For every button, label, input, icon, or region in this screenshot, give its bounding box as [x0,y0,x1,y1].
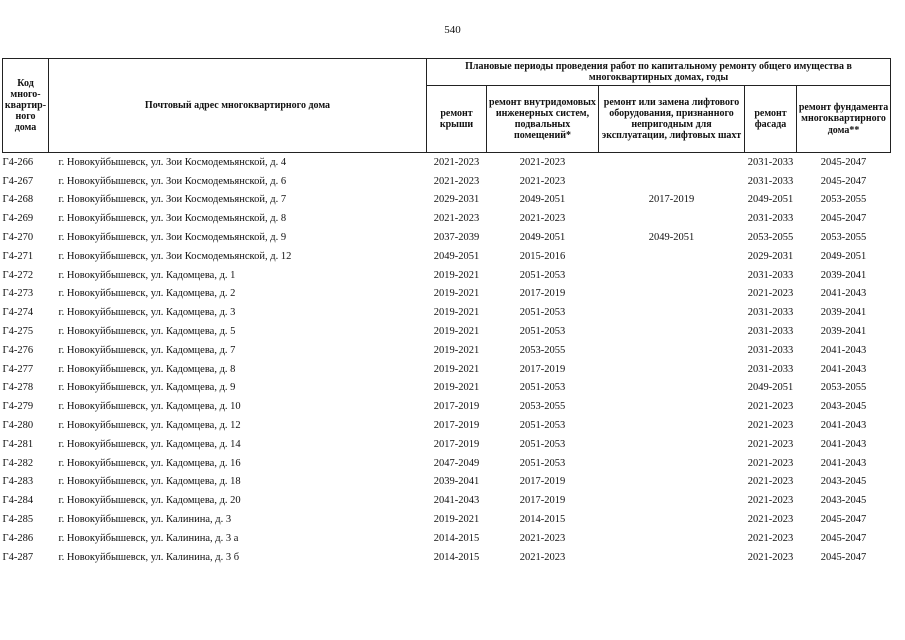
facade-period-cell: 2049-2051 [747,194,794,206]
foundation-period-cell: 2045-2047 [820,156,867,168]
address-cell: г. Новокуйбышевск, ул. Кадомцева, д. 3 [58,307,236,319]
elevator-period-cell [599,416,745,435]
table-row [3,247,891,266]
foundation-period-cell: 2041-2043 [820,457,867,469]
internal-period-cell: 2021-2023 [519,532,566,544]
foundation-period-cell: 2049-2051 [820,250,867,262]
facade-period-cell: 2021-2023 [747,401,794,413]
roof-period-cell: 2017-2019 [433,438,480,450]
code-cell: Г4-271 [2,250,34,262]
table-row [3,435,891,454]
header-facade-repair: ремонт фасада [745,86,797,153]
facade-period-cell: 2031-2033 [747,326,794,338]
foundation-period-cell: 2041-2043 [820,363,867,375]
foundation-period-cell: 2043-2045 [820,476,867,488]
internal-period-cell: 2021-2023 [519,156,566,168]
facade-period-cell: 2049-2051 [747,382,794,394]
code-cell: Г4-275 [2,326,34,338]
code-cell: Г4-285 [2,514,34,526]
foundation-period-cell: 2039-2041 [820,269,867,281]
elevator-period-cell [599,379,745,398]
roof-period-cell: 2019-2021 [433,307,480,319]
elevator-period-cell [599,209,745,228]
table-row [3,397,891,416]
code-cell: Г4-276 [2,344,34,356]
table-row [3,191,891,210]
elevator-period-cell [599,360,745,379]
address-cell: г. Новокуйбышевск, ул. Кадомцева, д. 7 [58,344,236,356]
code-cell: Г4-269 [2,213,34,225]
facade-period-cell: 2031-2033 [747,344,794,356]
address-cell: г. Новокуйбышевск, ул. Калинина, д. 3 [58,514,232,526]
address-cell: г. Новокуйбышевск, ул. Зои Космодемьянской, д. 9 [58,232,287,244]
capital-repair-table [2,58,891,567]
table-row [3,379,891,398]
page-number: 540 [444,24,461,36]
header-work-periods: Плановые периоды проведения работ по капитальному ремонту общего имущества в многоквартирных домах, годы [427,59,891,86]
address-cell: г. Новокуйбышевск, ул. Кадомцева, д. 8 [58,363,236,375]
code-cell: Г4-277 [2,363,34,375]
elevator-period-cell [599,510,745,529]
roof-period-cell: 2021-2023 [433,156,480,168]
roof-period-cell: 2014-2015 [433,551,480,563]
roof-period-cell: 2049-2051 [433,250,480,262]
header-code: Код много-квартир-ного дома [3,59,49,153]
facade-period-cell: 2029-2031 [747,250,794,262]
foundation-period-cell: 2043-2045 [820,401,867,413]
table-row [3,454,891,473]
facade-period-cell: 2021-2023 [747,420,794,432]
elevator-period-cell [599,172,745,191]
elevator-period-cell [599,303,745,322]
foundation-period-cell: 2039-2041 [820,326,867,338]
address-cell: г. Новокуйбышевск, ул. Зои Космодемьянской, д. 12 [58,250,292,262]
roof-period-cell: 2017-2019 [433,401,480,413]
address-cell: г. Новокуйбышевск, ул. Кадомцева, д. 1 [58,269,236,281]
roof-period-cell: 2017-2019 [433,420,480,432]
table-row [3,266,891,285]
code-cell: Г4-273 [2,288,34,300]
address-cell: г. Новокуйбышевск, ул. Зои Космодемьянской, д. 7 [58,194,287,206]
table-row [3,172,891,191]
foundation-period-cell: 2041-2043 [820,288,867,300]
elevator-period-cell [599,285,745,304]
internal-period-cell: 2021-2023 [519,551,566,563]
table-body [3,153,891,567]
elevator-period-cell [599,529,745,548]
address-cell: г. Новокуйбышевск, ул. Кадомцева, д. 14 [58,438,241,450]
internal-period-cell: 2049-2051 [519,194,566,206]
address-cell: г. Новокуйбышевск, ул. Зои Космодемьянской, д. 8 [58,213,287,225]
roof-period-cell: 2019-2021 [433,514,480,526]
facade-period-cell: 2031-2033 [747,213,794,225]
header-address: Почтовый адрес многоквартирного дома [49,59,427,153]
roof-period-cell: 2019-2021 [433,269,480,281]
code-cell: Г4-267 [2,175,34,187]
code-cell: Г4-266 [2,156,34,168]
internal-period-cell: 2017-2019 [519,288,566,300]
table-row [3,473,891,492]
table-row [3,416,891,435]
elevator-period-cell [599,266,745,285]
address-cell: г. Новокуйбышевск, ул. Кадомцева, д. 18 [58,476,241,488]
internal-period-cell: 2053-2055 [519,401,566,413]
internal-period-cell: 2049-2051 [519,232,566,244]
code-cell: Г4-286 [2,532,34,544]
foundation-period-cell: 2045-2047 [820,213,867,225]
internal-period-cell: 2051-2053 [519,326,566,338]
elevator-period-cell [599,454,745,473]
table-row [3,303,891,322]
internal-period-cell: 2017-2019 [519,495,566,507]
facade-period-cell: 2031-2033 [747,307,794,319]
code-cell: Г4-280 [2,420,34,432]
elevator-period-cell [599,397,745,416]
address-cell: г. Новокуйбышевск, ул. Кадомцева, д. 5 [58,326,236,338]
address-cell: г. Новокуйбышевск, ул. Зои Космодемьянской, д. 4 [58,156,287,168]
facade-period-cell: 2053-2055 [747,232,794,244]
code-cell: Г4-281 [2,438,34,450]
internal-period-cell: 2051-2053 [519,420,566,432]
foundation-period-cell: 2043-2045 [820,495,867,507]
facade-period-cell: 2031-2033 [747,363,794,375]
header-roof-repair: ремонт крыши [427,86,487,153]
facade-period-cell: 2021-2023 [747,532,794,544]
facade-period-cell: 2031-2033 [747,156,794,168]
table-row [3,491,891,510]
internal-period-cell: 2051-2053 [519,307,566,319]
header-elevator-repair: ремонт или замена лифтового оборудования, признанного непригодным для эксплуатации, лифтовых шахт [599,86,745,153]
roof-period-cell: 2021-2023 [433,175,480,187]
roof-period-cell: 2014-2015 [433,532,480,544]
facade-period-cell: 2021-2023 [747,495,794,507]
address-cell: г. Новокуйбышевск, ул. Кадомцева, д. 20 [58,495,241,507]
internal-period-cell: 2017-2019 [519,476,566,488]
internal-period-cell: 2051-2053 [519,457,566,469]
address-cell: г. Новокуйбышевск, ул. Зои Космодемьянской, д. 6 [58,175,287,187]
elevator-period-cell: 2049-2051 [648,232,695,244]
table-row [3,510,891,529]
roof-period-cell: 2029-2031 [433,194,480,206]
table-row [3,529,891,548]
address-cell: г. Новокуйбышевск, ул. Кадомцева, д. 16 [58,457,241,469]
elevator-period-cell: 2017-2019 [648,194,695,206]
facade-period-cell: 2021-2023 [747,438,794,450]
code-cell: Г4-283 [2,476,34,488]
elevator-period-cell [599,435,745,454]
facade-period-cell: 2021-2023 [747,457,794,469]
elevator-period-cell [599,153,745,172]
code-cell: Г4-272 [2,269,34,281]
internal-period-cell: 2021-2023 [519,213,566,225]
table-row [3,285,891,304]
facade-period-cell: 2021-2023 [747,551,794,563]
table-row [3,360,891,379]
foundation-period-cell: 2045-2047 [820,175,867,187]
internal-period-cell: 2014-2015 [519,514,566,526]
internal-period-cell: 2021-2023 [519,175,566,187]
roof-period-cell: 2047-2049 [433,457,480,469]
table-row [3,209,891,228]
roof-period-cell: 2019-2021 [433,344,480,356]
facade-period-cell: 2031-2033 [747,175,794,187]
foundation-period-cell: 2053-2055 [820,232,867,244]
facade-period-cell: 2021-2023 [747,514,794,526]
table-row [3,153,891,172]
internal-period-cell: 2015-2016 [519,250,566,262]
header-internal-systems-repair: ремонт внутридомовых инженерных систем, подвальных помещений* [487,86,599,153]
elevator-period-cell [599,548,745,567]
internal-period-cell: 2053-2055 [519,344,566,356]
internal-period-cell: 2051-2053 [519,382,566,394]
roof-period-cell: 2019-2021 [433,382,480,394]
address-cell: г. Новокуйбышевск, ул. Кадомцева, д. 10 [58,401,241,413]
code-cell: Г4-284 [2,495,34,507]
code-cell: Г4-278 [2,382,34,394]
foundation-period-cell: 2041-2043 [820,344,867,356]
elevator-period-cell [599,491,745,510]
address-cell: г. Новокуйбышевск, ул. Кадомцева, д. 12 [58,420,241,432]
code-cell: Г4-279 [2,401,34,413]
foundation-period-cell: 2041-2043 [820,438,867,450]
roof-period-cell: 2019-2021 [433,288,480,300]
roof-period-cell: 2041-2043 [433,495,480,507]
foundation-period-cell: 2045-2047 [820,551,867,563]
elevator-period-cell [599,341,745,360]
table-row [3,322,891,341]
roof-period-cell: 2039-2041 [433,476,480,488]
address-cell: г. Новокуйбышевск, ул. Калинина, д. 3 а [58,532,239,544]
roof-period-cell: 2021-2023 [433,213,480,225]
address-cell: г. Новокуйбышевск, ул. Калинина, д. 3 б [58,551,240,563]
internal-period-cell: 2051-2053 [519,269,566,281]
foundation-period-cell: 2041-2043 [820,420,867,432]
internal-period-cell: 2017-2019 [519,363,566,375]
roof-period-cell: 2019-2021 [433,326,480,338]
table-row [3,341,891,360]
facade-period-cell: 2021-2023 [747,288,794,300]
elevator-period-cell [599,247,745,266]
foundation-period-cell: 2053-2055 [820,194,867,206]
code-cell: Г4-274 [2,307,34,319]
header-foundation-repair: ремонт фундамента многоквартирного дома** [797,86,891,153]
code-cell: Г4-268 [2,194,34,206]
elevator-period-cell [599,473,745,492]
roof-period-cell: 2019-2021 [433,363,480,375]
address-cell: г. Новокуйбышевск, ул. Кадомцева, д. 2 [58,288,236,300]
facade-period-cell: 2031-2033 [747,269,794,281]
foundation-period-cell: 2045-2047 [820,514,867,526]
foundation-period-cell: 2039-2041 [820,307,867,319]
code-cell: Г4-270 [2,232,34,244]
foundation-period-cell: 2053-2055 [820,382,867,394]
facade-period-cell: 2021-2023 [747,476,794,488]
roof-period-cell: 2037-2039 [433,232,480,244]
table-row [3,228,891,247]
table-row [3,548,891,567]
address-cell: г. Новокуйбышевск, ул. Кадомцева, д. 9 [58,382,236,394]
code-cell: Г4-287 [2,551,34,563]
internal-period-cell: 2051-2053 [519,438,566,450]
elevator-period-cell [599,322,745,341]
foundation-period-cell: 2045-2047 [820,532,867,544]
code-cell: Г4-282 [2,457,34,469]
